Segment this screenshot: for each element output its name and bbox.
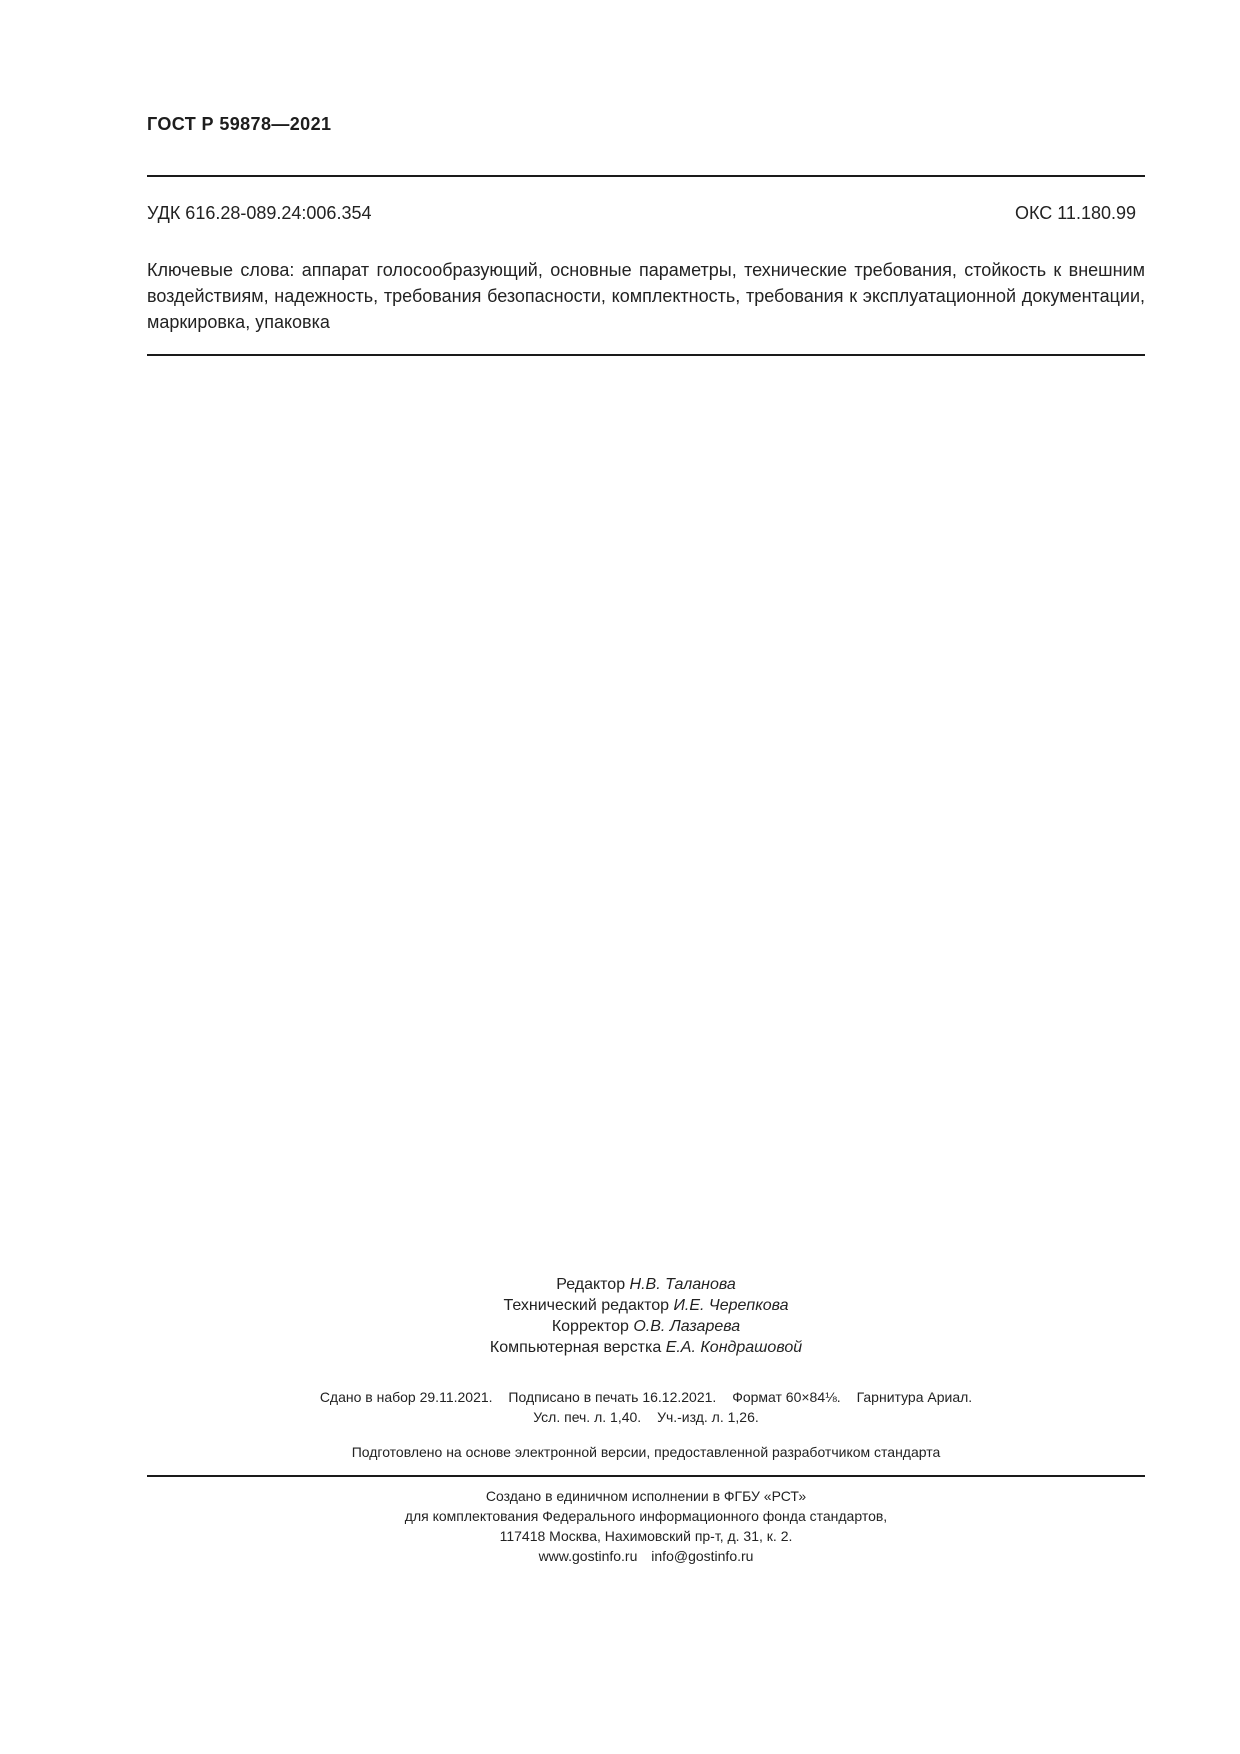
address-line: 117418 Москва, Нахимовский пр-т, д. 31, к. 2.: [499, 1528, 793, 1544]
staff-role: Технический редактор: [503, 1297, 670, 1314]
format: Формат 60×84⅛.: [732, 1389, 841, 1405]
prepared-note: Подготовлено на основе электронной версии, предоставленной разработчиком стандарта: [351, 1444, 941, 1460]
bottom-rule: [147, 1475, 1145, 1477]
print-info-line: [147, 1387, 1145, 1407]
page-header: ГОСТ Р 59878—2021: [147, 114, 332, 134]
staff-role: Компьютерная верстка: [489, 1339, 662, 1356]
email-link[interactable]: info@gostinfo.ru: [651, 1548, 754, 1564]
top-rule: [147, 175, 1145, 177]
udk-code: УДК 616.28-089.24:006.354: [147, 203, 372, 223]
typeset-date: Сдано в набор 29.11.2021.: [319, 1389, 493, 1405]
staff-name: Е.А. Кондрашовой: [665, 1339, 803, 1356]
keywords-paragraph: Ключевые слова: аппарат голосообразующий, основные параметры, технические требования, стойкость к внешним воздействиям, надежность, требования безопасности, комплектность, требования к эксплуатационной документации, маркировка, упаковка: [147, 260, 1145, 332]
publisher-sheets: Уч.-изд. л. 1,26.: [657, 1409, 759, 1425]
created-line: для комплектования Федерального информационного фонда стандартов,: [404, 1508, 888, 1524]
staff-name: Н.В. Таланова: [629, 1276, 736, 1293]
staff-credits: [147, 1274, 1145, 1358]
website-link[interactable]: www.gostinfo.ru: [538, 1548, 638, 1564]
print-sheets: Усл. печ. л. 1,40.: [533, 1409, 642, 1425]
print-info: [147, 1387, 1145, 1427]
staff-name: И.Е. Черепкова: [673, 1297, 789, 1314]
typeface: Гарнитура Ариал.: [856, 1389, 973, 1405]
middle-rule: [147, 354, 1145, 356]
staff-name: О.В. Лазарева: [633, 1318, 741, 1335]
staff-line: [147, 1295, 1145, 1316]
staff-role: Редактор: [556, 1276, 626, 1293]
print-info-line: [147, 1407, 1145, 1427]
staff-line: [147, 1316, 1145, 1337]
created-line: Создано в единичном исполнении в ФГБУ «РСТ»: [485, 1488, 807, 1504]
signed-date: Подписано в печать 16.12.2021.: [508, 1389, 717, 1405]
staff-role: Корректор: [551, 1318, 629, 1335]
staff-line: [147, 1274, 1145, 1295]
created-info: [147, 1486, 1145, 1566]
contacts-line: [147, 1546, 1145, 1566]
staff-line: [147, 1337, 1145, 1358]
classification-row: [147, 203, 1136, 224]
oks-code: ОКС 11.180.99: [1014, 203, 1136, 223]
